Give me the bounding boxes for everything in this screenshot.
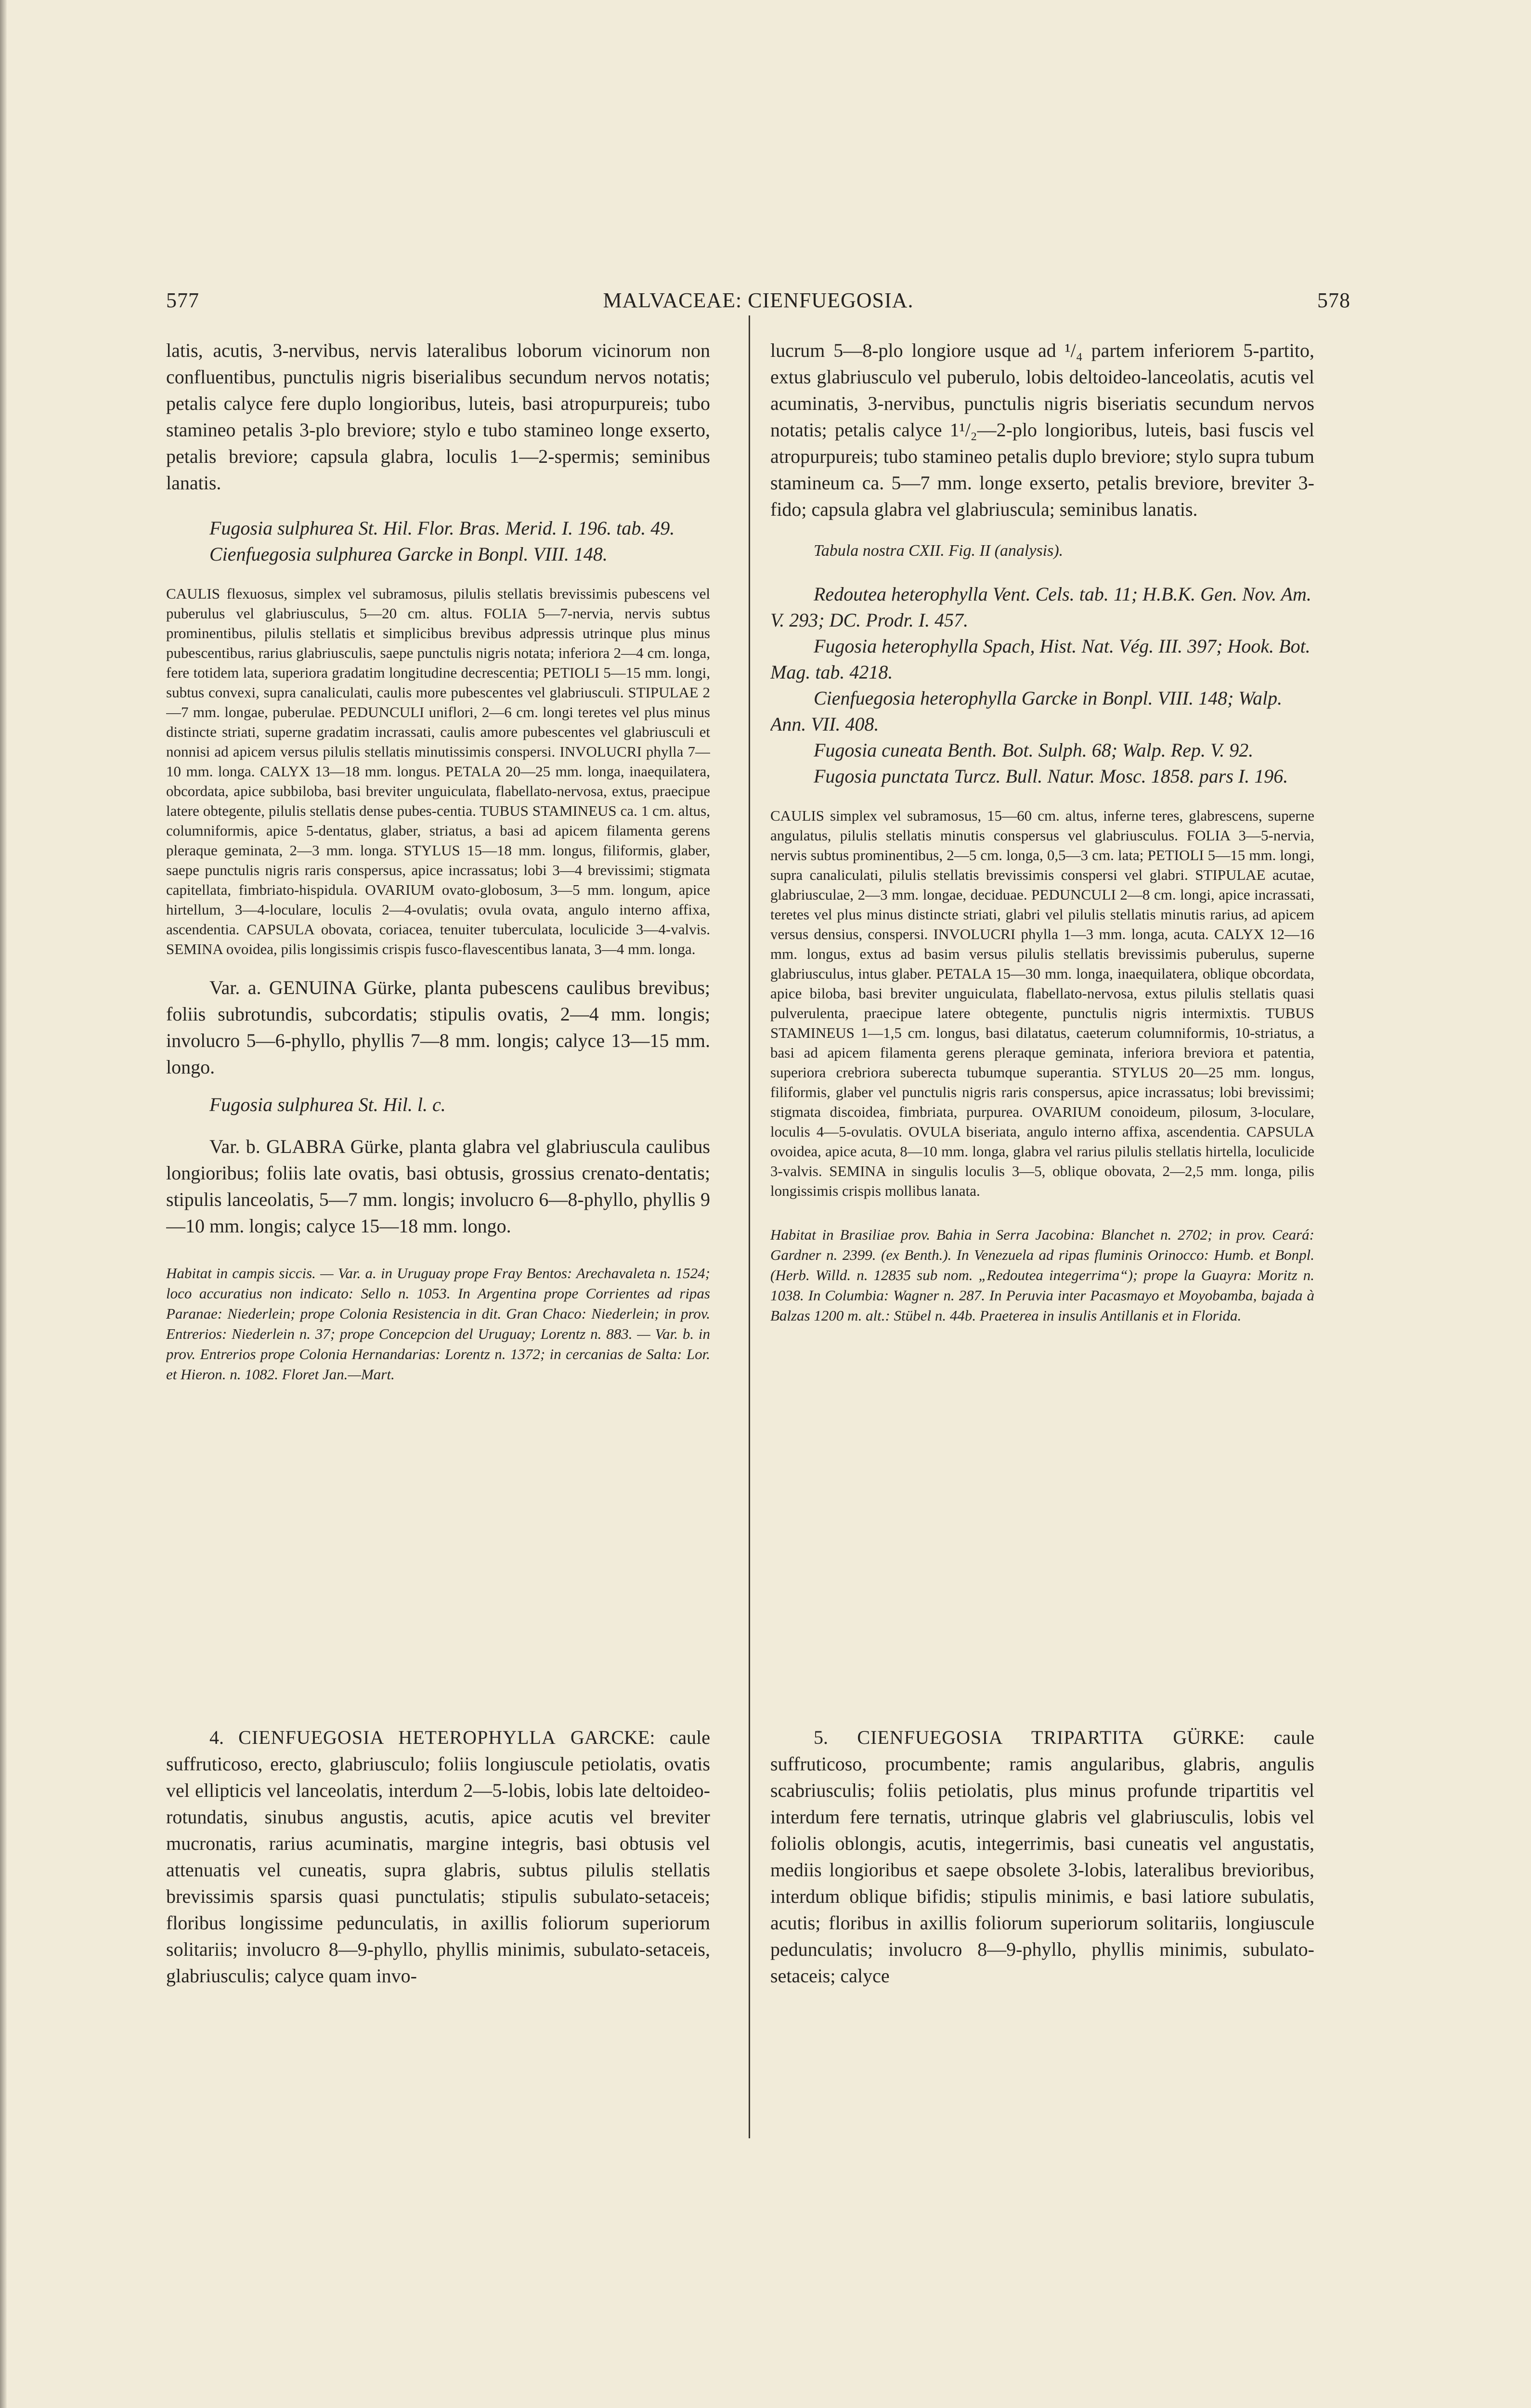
right-detailed-description: CAULIS simplex vel subramosus, 15—60 cm. altus, inferne teres, glabrescens, superne angulatus, pilulis stellatis minutis conspersus vel glabriusculus. FOLIA 3—5-nervia, nervis subtus prominentibus, 2—5 cm. longa, 0,5—3 cm. lata; PETIOLI 5—15 mm. longi, supra canaliculati, pilulis stellatis brevissimis conspersi vel glabri. STIPULAE acutae, glabriusculae, 2—3 mm. longae, deciduae. PEDUNCULI 2—8 cm. longi, apice incrassati, teretes vel plus minus distincte striati, glabri vel pilulis stellatis minutis rarius, ad apicem versus densius, conspersi. INVOLUCRI phylla 1—3 mm. longa, acuta. CALYX 12—16 mm. longus, extus ad basim versus pilulis stellatis brevissimis puberulus, superne glabriusculus, intus glaber. PETALA 15—30 mm. longa, inaequilatera, oblique obcordata, apice biloba, basi breviter unguiculata, flabellato-nervosa, extus pilulis stellatis quasi pulverulenta, praecipue latere obtegente, punctulis nigris intermixtis. TUBUS STAMINEUS 1—1,5 cm. longus, basi dilatatus, caeterum columniformis, 10-striatus, a basi ad apicem filamenta gerens pleraque geminata, inferiora breviora et patentia, superiora crebriora suberecta tubumque superantia. STYLUS 20—25 mm. longus, filiformis, glaber vel punctulis nigris raris conspersus, apice incrassatus; lobi brevissimi; stigmata discoidea, fimbriata, purpurea. OVARIUM conoideum, pilosum, 3-loculare, loculis 4—5-ovulatis. OVULA biseriata, angulo interno affixa, ascendentia. CAPSULA ovoidea, apice acuta, 8—10 mm. longa, glabra vel rarius pilulis stellatis hirtella, loculicide 3-valvis. SEMINA in singulis loculis 3—5, oblique obovata, 2—2,5 mm. longa, pilis longissimis crispis mollibus lanata. [770, 807, 1314, 1199]
synonym-line: Fugosia sulphurea St. Hil. Flor. Bras. Merid. I. 196. tab. 49. [209, 517, 675, 539]
left-synonyms [166, 515, 710, 567]
species-4-author: GARCKE: [570, 1727, 655, 1748]
species-5-author: GÜRKE: [1173, 1727, 1245, 1748]
right-description: lucrum 5—8-plo longiore usque ad ¹/₄ partem inferiorem 5-partito, extus glabriusculo vel puberulo, lobis deltoideo-lanceolatis, acutis vel acuminatis, 3-nervibus, punctulis nigris biseriatis secundum nervos notatis; petalis calyce 1¹/₂—2-plo longioribus, luteis, basi fuscis vel atropurpureis; tubo stamineo petalis duplo breviore; stylo supra tubum stamineum ca. 5—7 mm. longe exserto, petalis breviore, breviter 3-fido; capsula glabra vel glabriuscula; seminibus lanatis. [770, 340, 1314, 520]
species-5-diagnosis [770, 1724, 1314, 1989]
synonym-line: Cienfuegosia heterophylla Garcke in Bonpl. VIII. 148; Walp. Ann. VII. 408. [770, 687, 1283, 735]
variety-b: Var. b. GLABRA Gürke, planta glabra vel glabriuscula caulibus longioribus; foliis late ovatis, basi obtusis, grossius crenato-dentatis; stipulis lanceolatis, 5—7 mm. longis; involucro 6—8-phyllo, phyllis 9—10 mm. longis; calyce 15—18 mm. longo. [166, 1136, 710, 1237]
species-4-name: CIENFUEGOSIA HETEROPHYLLA [238, 1727, 556, 1748]
species-5-text: caule suffruticoso, procumbente; ramis angularibus, glabris, angulis scabriusculis; foliis petiolatis, plus minus profunde tripartitis vel interdum fere ternatis, utrinque glabris vel glabriusculis, lobis vel foliolis oblongis, acutis, integerrimis, basi cuneatis vel angustatis, mediis longioribus et saepe obsolete 3-lobis, lateralibus brevioribus, interdum oblique bifidis; stipulis minimis, e basi latiore subulatis, acutis; floribus in axillis foliorum superiorum solitariis, longiuscule pedunculatis; involucro 8—9-phyllo, phyllis minimis, subulato-setaceis; calyce [770, 1727, 1314, 1987]
plate-reference: Tabula nostra CXII. Fig. II (analysis). [814, 542, 1064, 560]
synonym-line: Redoutea heterophylla Vent. Cels. tab. 11; H.B.K. Gen. Nov. Am. V. 293; DC. Prodr. I. 457. [770, 583, 1311, 631]
species-4-text: caule suffruticoso, erecto, glabriusculo; foliis longiuscule petiolatis, ovatis vel ellipticis vel lanceolatis, interdum 2—5-lobis, lobis late deltoideo-rotundatis, sinubus angustis, acutis, apice acutis vel breviter mucronatis, rarius acuminatis, margine integris, basi obtusis vel attenuatis vel cuneatis, supra glabris, subtus pilulis stellatis brevissimis sparsis quasi punctulatis; stipulis subulato-setaceis; floribus longissime pedunculatis, in axillis foliorum superiorum solitariis; involucro 8—9-phyllo, phyllis minimis, subulato-setaceis, glabriusculis; calyce quam invo- [166, 1727, 710, 1987]
variety-a-synonym: Fugosia sulphurea St. Hil. l. c. [209, 1094, 446, 1115]
synonym-line: Cienfuegosia sulphurea Garcke in Bonpl. VIII. 148. [209, 543, 608, 565]
right-column [770, 337, 1314, 1700]
synonym-line: Fugosia cuneata Benth. Bot. Sulph. 68; Walp. Rep. V. 92. [814, 739, 1254, 761]
species-4-number: 4. [209, 1727, 224, 1748]
species-5-entry [770, 1724, 1314, 2129]
page-number-left: 577 [166, 288, 199, 312]
running-header [166, 288, 1350, 317]
left-detailed-description: CAULIS flexuosus, simplex vel subramosus, pilulis stellatis brevissimis pubescens vel puberulus vel glabriusculus, 5—20 cm. altus. FOLIA 5—7-nervia, nervis subtus prominentibus, pilulis stellatis et simplicibus brevibus adpressis utrinque plus minus pubescentibus, rarius glabriusculis, saepe punctulis nigris notata; inferiora 2—4 cm. longa, fere totidem lata, superiora gradatim longitudine decrescentia; PETIOLI 5—15 mm. longi, subtus convexi, supra canaliculati, caulis more pubescentes vel glabriusculi. STIPULAE 2—7 mm. longae, puberulae. PEDUNCULI uniflori, 2—6 cm. longi teretes vel plus minus distincte striati, superne gradatim incrassati, caulis amore pubescentes vel glabriusculi et nonnisi ad apicem versus pilulis stellatis minutissimis conspersi. INVOLUCRI phylla 7—10 mm. longa. CALYX 13—18 mm. longus. PETALA 20—25 mm. longa, inaequilatera, obcordata, apice subbiloba, basi breviter unguiculata, flabellato-nervosa, extus, praecipue latere obtegente, pilulis stellatis dense pubes-centia. TUBUS STAMINEUS ca. 1 cm. altus, columniformis, apice 5-dentatus, glaber, striatus, a basi ad apicem filamenta gerens pleraque geminata, 2—3 mm. longa. STYLUS 15—18 mm. longus, filiformis, glaber, saepe punctulis nigris raris conspersus, apice incrassatus; lobi 3—4 brevissimi; stigmata capitellata, fimbriato-hispidula. OVARIUM ovato-globosum, 3—5 mm. longum, apice hirtellum, 3—4-loculare, loculis 2—4-ovulatis; ovula ovata, angulo interno affixa, ascendentia. CAPSULA obovata, coriacea, tenuiter tuberculata, loculicide 3—4-valvis. SEMINA ovoidea, pilis longissimis crispis fusco-flavescentibus lanata, 3—4 mm. longa. [166, 585, 710, 957]
page-spine-shadow [0, 0, 7, 2408]
left-description: latis, acutis, 3-nervibus, nervis lateralibus loborum vicinorum non confluentibus, punctulis nigris biserialibus secundum nervos notatis; petalis calyce fere duplo longioribus, luteis, basi atropurpureis; tubo stamineo petalis 3-plo breviore; stylo e tubo stamineo longe exserto, petalis breviore; capsula glabra, loculis 1—2-spermis; seminibus lanatis. [166, 340, 710, 494]
left-habitat: Habitat in campis siccis. — Var. a. in Uruguay prope Fray Bentos: Arechavaleta n. 1524; loco accuratius non indicato: Sello n. 1053. In Argentina prope Corrientes ad ripas Paranae: Niederlein; prope Colonia Resistencia in dit. Gran Chaco: Niederlein; in prov. Entrerios: Niederlein n. 37; prope Concepcion del Uruguay; Lorentz n. 883. — Var. b. in prov. Entrerios prope Colonia Hernandarias: Lorentz n. 1372; in cercanias de Salta: Lor. et Hieron. n. 1082. Floret Jan.—Mart. [166, 1265, 710, 1383]
left-column [166, 337, 710, 1700]
variety-a: Var. a. GENUINA Gürke, planta pubescens caulibus brevibus; foliis subrotundis, subcordatis; stipulis ovatis, 2—4 mm. longis; involucro 5—6-phyllo, phyllis 7—8 mm. longis; calyce 13—15 mm. longo. [166, 977, 710, 1078]
synonym-line: Fugosia heterophylla Spach, Hist. Nat. Vég. III. 397; Hook. Bot. Mag. tab. 4218. [770, 635, 1310, 683]
synonym-line: Fugosia punctata Turcz. Bull. Natur. Mosc. 1858. pars I. 196. [814, 765, 1288, 787]
species-4-entry [166, 1724, 710, 2129]
column-divider [749, 315, 750, 2138]
running-title: MALVACEAE: CIENFUEGOSIA. [603, 288, 914, 312]
right-synonyms [770, 581, 1314, 789]
page-number-right: 578 [1317, 288, 1350, 312]
right-habitat: Habitat in Brasiliae prov. Bahia in Serra Jacobina: Blanchet n. 2702; in prov. Ceará: Gardner n. 2399. (ex Benth.). In Venezuela ad ripas fluminis Orinocco: Humb. et Bonpl. (Herb. Willd. n. 12835 sub nom. „Redoutea integerrima“); prope la Guayra: Moritz n. 1038. In Columbia: Wagner n. 287. In Peruvia inter Pacasmayo et Moyobamba, bajada à Balzas 1200 m. alt.: Stübel n. 44b. Praeterea in insulis Antillanis et in Florida. [770, 1226, 1314, 1324]
species-5-number: 5. [814, 1727, 828, 1748]
species-5-name: CIENFUEGOSIA TRIPARTITA [857, 1727, 1144, 1748]
species-4-diagnosis [166, 1724, 710, 1989]
